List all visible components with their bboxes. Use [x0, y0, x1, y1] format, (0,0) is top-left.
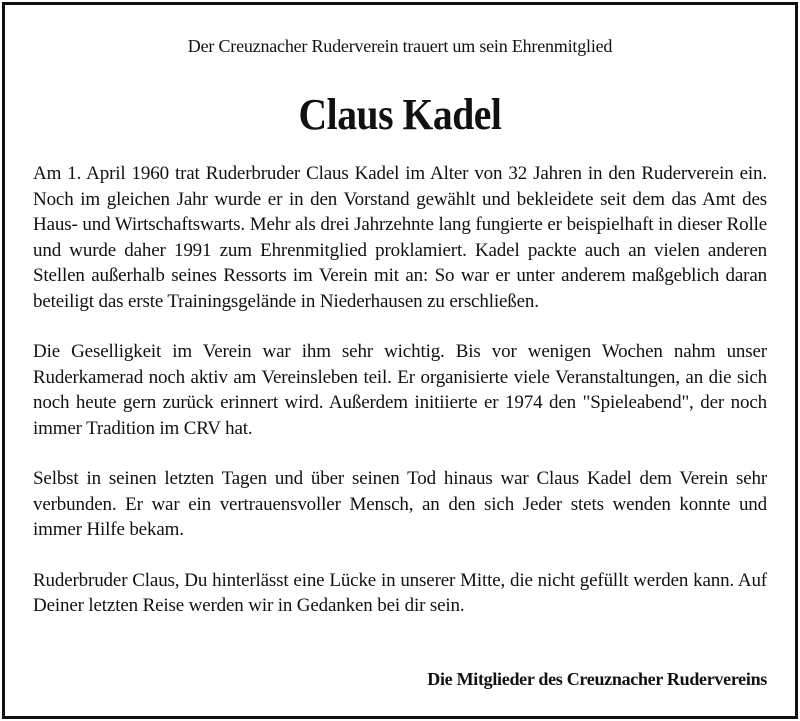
deceased-name: Claus Kadel: [298, 90, 502, 139]
obituary-content: [33, 5, 767, 716]
paragraph-3: Selbst in seinen letzten Tagen und über seinen Tod hinaus war Claus Kadel dem Verein sehr verbunden. Er war ein vertrauensvoller Mensch, an den sich Jeder stets wenden konnte und immer Hilfe bekam.: [33, 468, 767, 540]
paragraph-4: Ruderbruder Claus, Du hinterlässt eine Lücke in unserer Mitte, die nicht gefüllt werden kann. Auf Deiner letzten Reise werden wir in Gedanken bei dir sein.: [33, 569, 767, 616]
obituary-body: [33, 161, 767, 644]
obituary-frame: [2, 2, 798, 719]
paragraph-1: Am 1. April 1960 trat Ruderbruder Claus Kadel im Alter von 32 Jahren in den Ruderverein ein. Noch im gleichen Jahr wurde er in den Vorstand gewählt und bekleidete seit dem das Amt des Haus- und Wirtschaftswarts. Mehr als drei Jahrzehnte lang fungierte er beispielhaft in dieser Rolle und wurde daher 1991 zum Ehrenmitglied proklamiert. Kadel packte auch an vielen anderen Stellen außerhalb seines Ressorts im Verein mit an: So war er unter anderem maßgeblich daran beteiligt das erste Trainingsgelände in Niederhausen zu erschließen.: [33, 163, 767, 312]
intro-line: Der Creuznacher Ruderverein trauert um sein Ehrenmitglied: [187, 36, 613, 56]
signoff: Die Mitglieder des Creuznacher Rudervereins: [427, 669, 767, 689]
paragraph-2: Die Geselligkeit im Verein war ihm sehr wichtig. Bis vor wenigen Wochen nahm unser Ruderkamerad noch aktiv am Vereinsleben teil. Er organisierte viele Veranstaltungen, an die sich noch heute gern zurück erinnert wird. Außerdem initiierte er 1974 den "Spieleabend", der noch immer Tradition im CRV hat.: [33, 341, 767, 439]
